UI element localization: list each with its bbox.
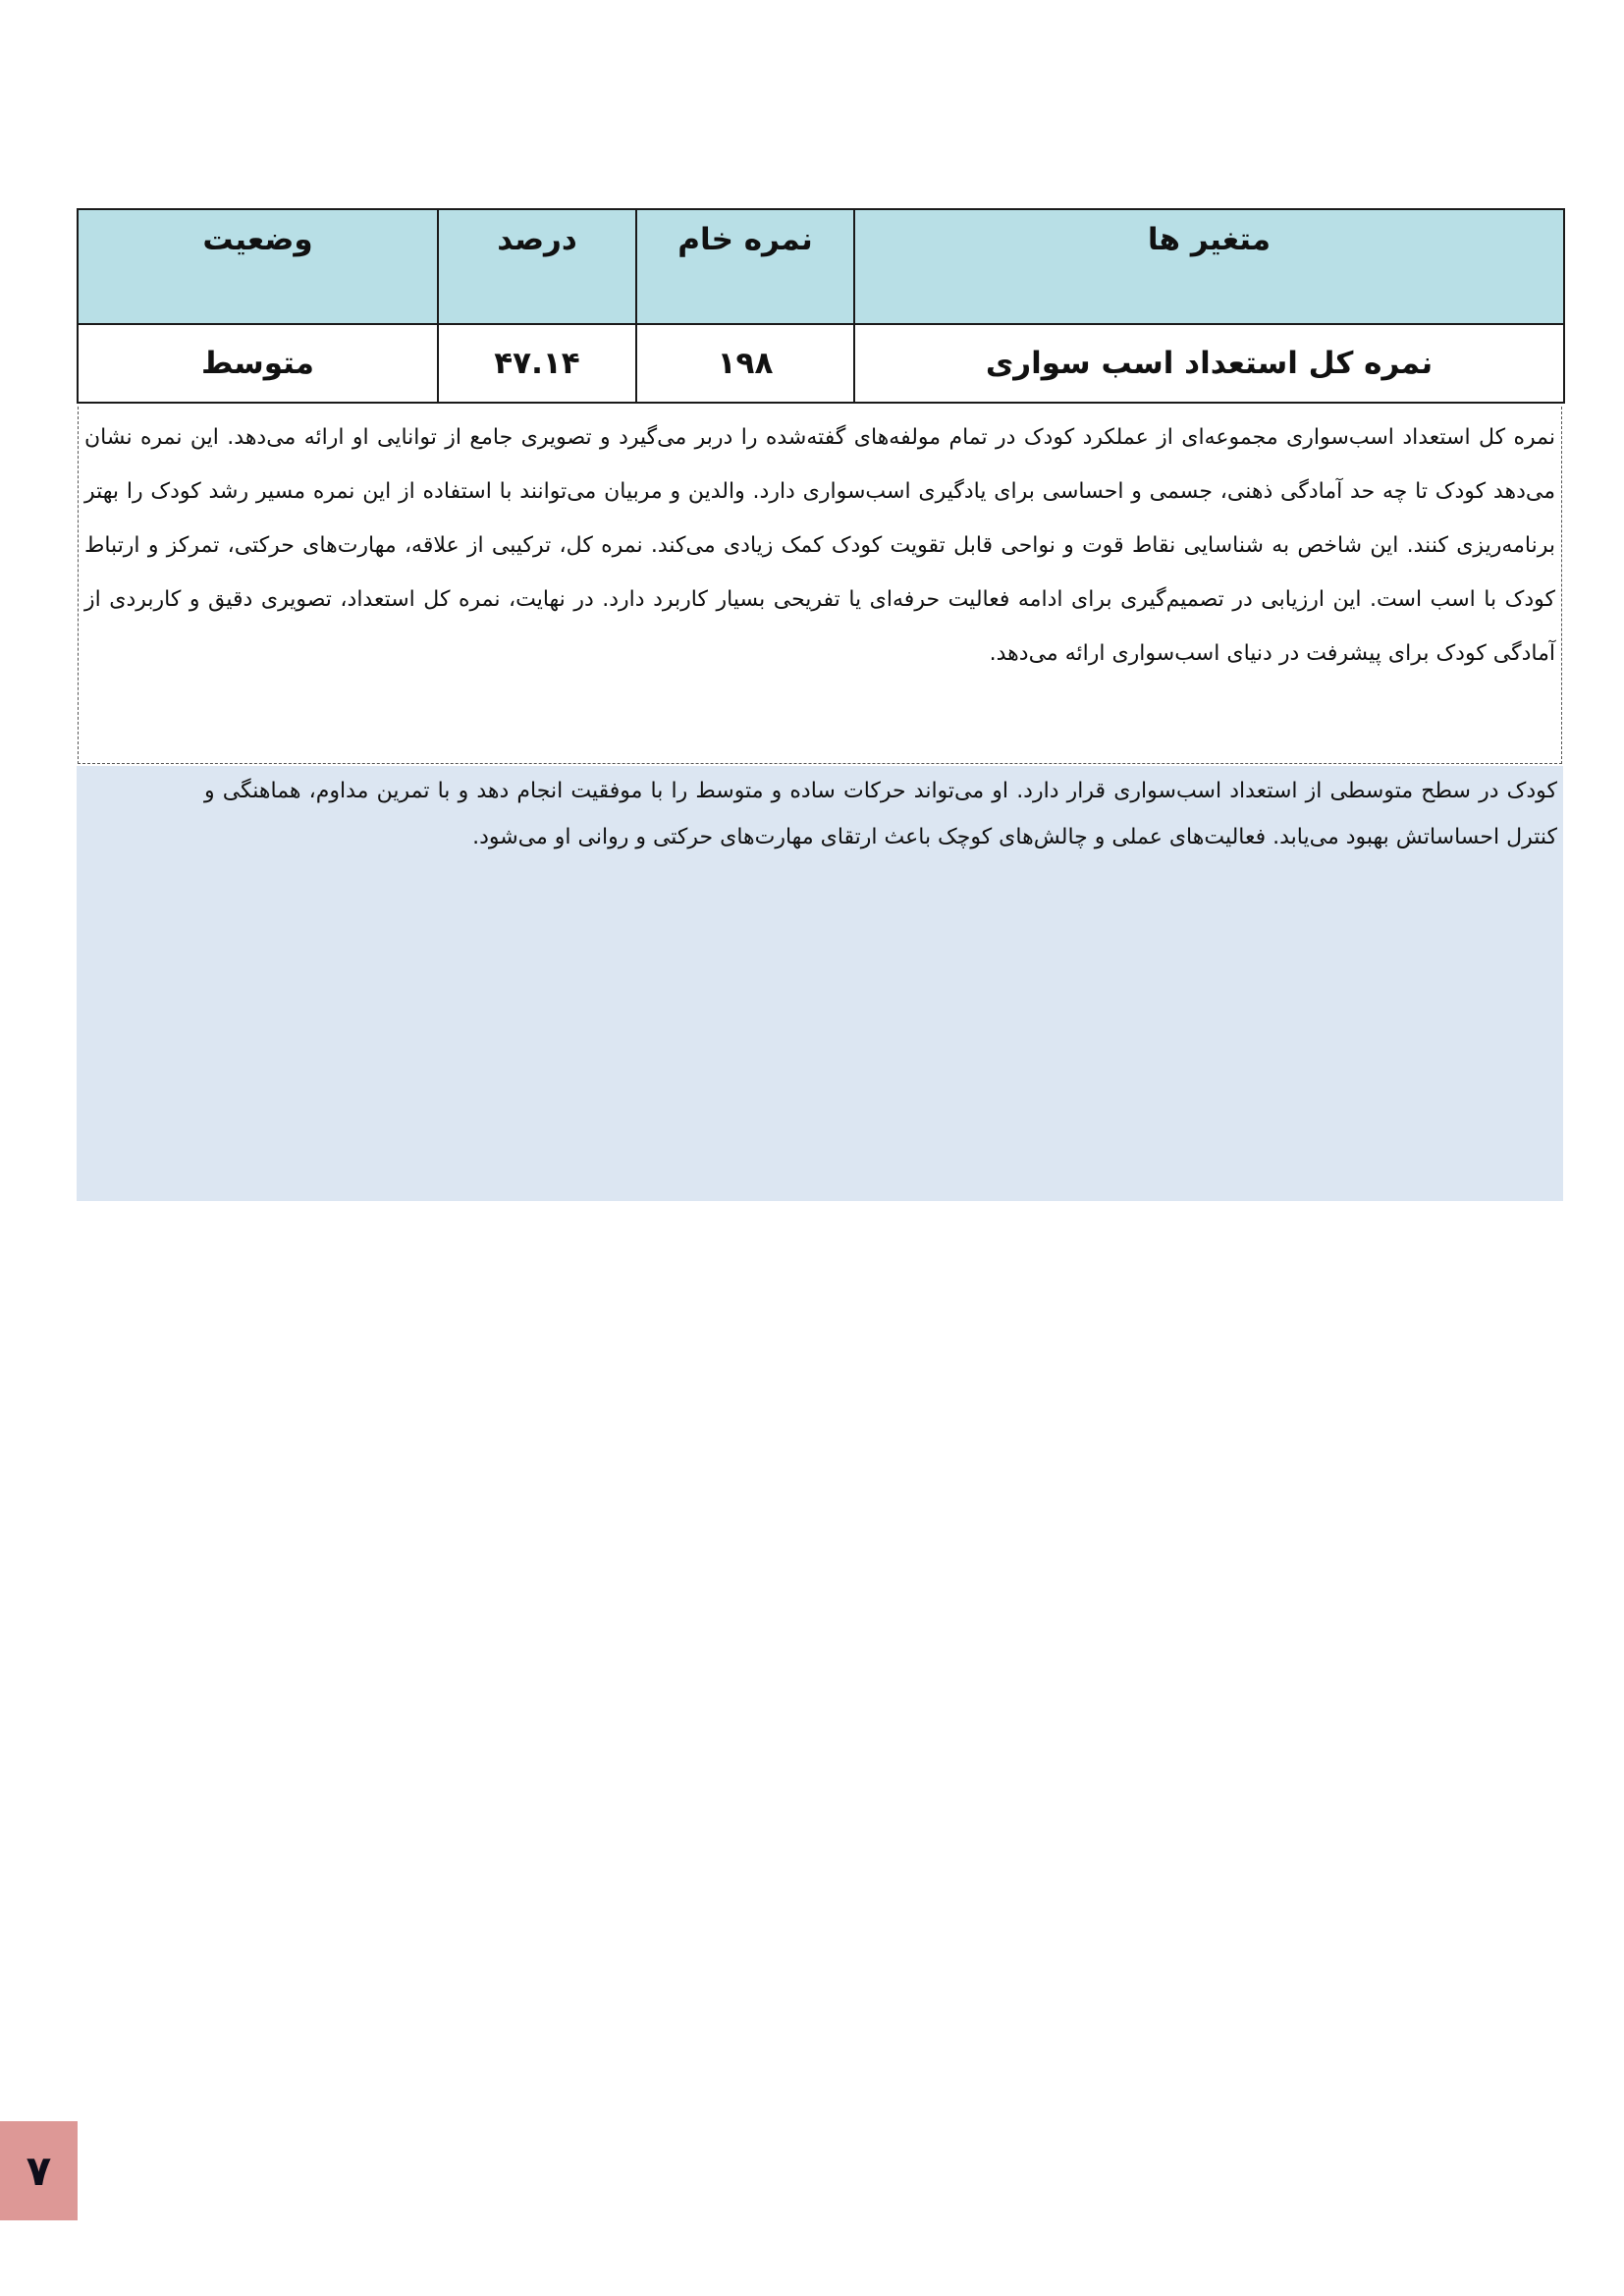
score-table <box>77 208 1565 404</box>
table-header-row <box>78 209 1564 324</box>
description-text: نمره کل استعداد اسب‌سواری مجموعه‌ای از عملکرد کودک در تمام مولفه‌های گفته‌شده را دربر می‌گیرد و تصویری جامع از توانایی او ارائه می‌دهد. این نمره نشان می‌دهد کودک تا چه حد آمادگی ذهنی، جسمی و احساسی برای یادگیری اسب‌سواری دارد. والدین و مربیان می‌توانند با استفاده از این نمره مسیر رشد کودک را بهتر برنامه‌ریزی کنند. این شاخص به شناسایی نقاط قوت و نواحی قابل تقویت کودک کمک زیادی می‌کند. نمره کل، ترکیبی از علاقه، مهارت‌های حرکتی، تمرکز و ارتباط کودک با اسب است. این ارزیابی در تصمیم‌گیری برای ادامه فعالیت حرفه‌ای یا تفریحی بسیار کاربرد دارد. در نهایت، نمره کل استعداد، تصویری دقیق و کاربردی از آمادگی کودک برای پیشرفت در دنیای اسب‌سواری ارائه می‌دهد. <box>84 425 1555 666</box>
interpretation-box <box>77 766 1563 1201</box>
page-number: ۷ <box>26 2147 52 2195</box>
table-row <box>78 324 1564 403</box>
header-status: وضعیت <box>78 209 438 324</box>
cell-variable: نمره کل استعداد اسب سواری <box>854 324 1564 403</box>
interpretation-text: کودک در سطح متوسطی از استعداد اسب‌سواری قرار دارد. او می‌تواند حرکات ساده و متوسط را با موفقیت انجام دهد و با تمرین مداوم، هماهنگی و کنترل احساساتش بهبود می‌یابد. فعالیت‌های عملی و چالش‌های کوچک باعث ارتقای مهارت‌های حرکتی و روانی او می‌شود. <box>204 779 1557 849</box>
header-percent: درصد <box>438 209 636 324</box>
cell-raw-score: ۱۹۸ <box>636 324 854 403</box>
page-number-badge <box>0 2121 78 2220</box>
header-raw-score: نمره خام <box>636 209 854 324</box>
description-box <box>78 407 1562 764</box>
cell-status: متوسط <box>78 324 438 403</box>
cell-percent: ۴۷.۱۴ <box>438 324 636 403</box>
header-variables: متغیر ها <box>854 209 1564 324</box>
